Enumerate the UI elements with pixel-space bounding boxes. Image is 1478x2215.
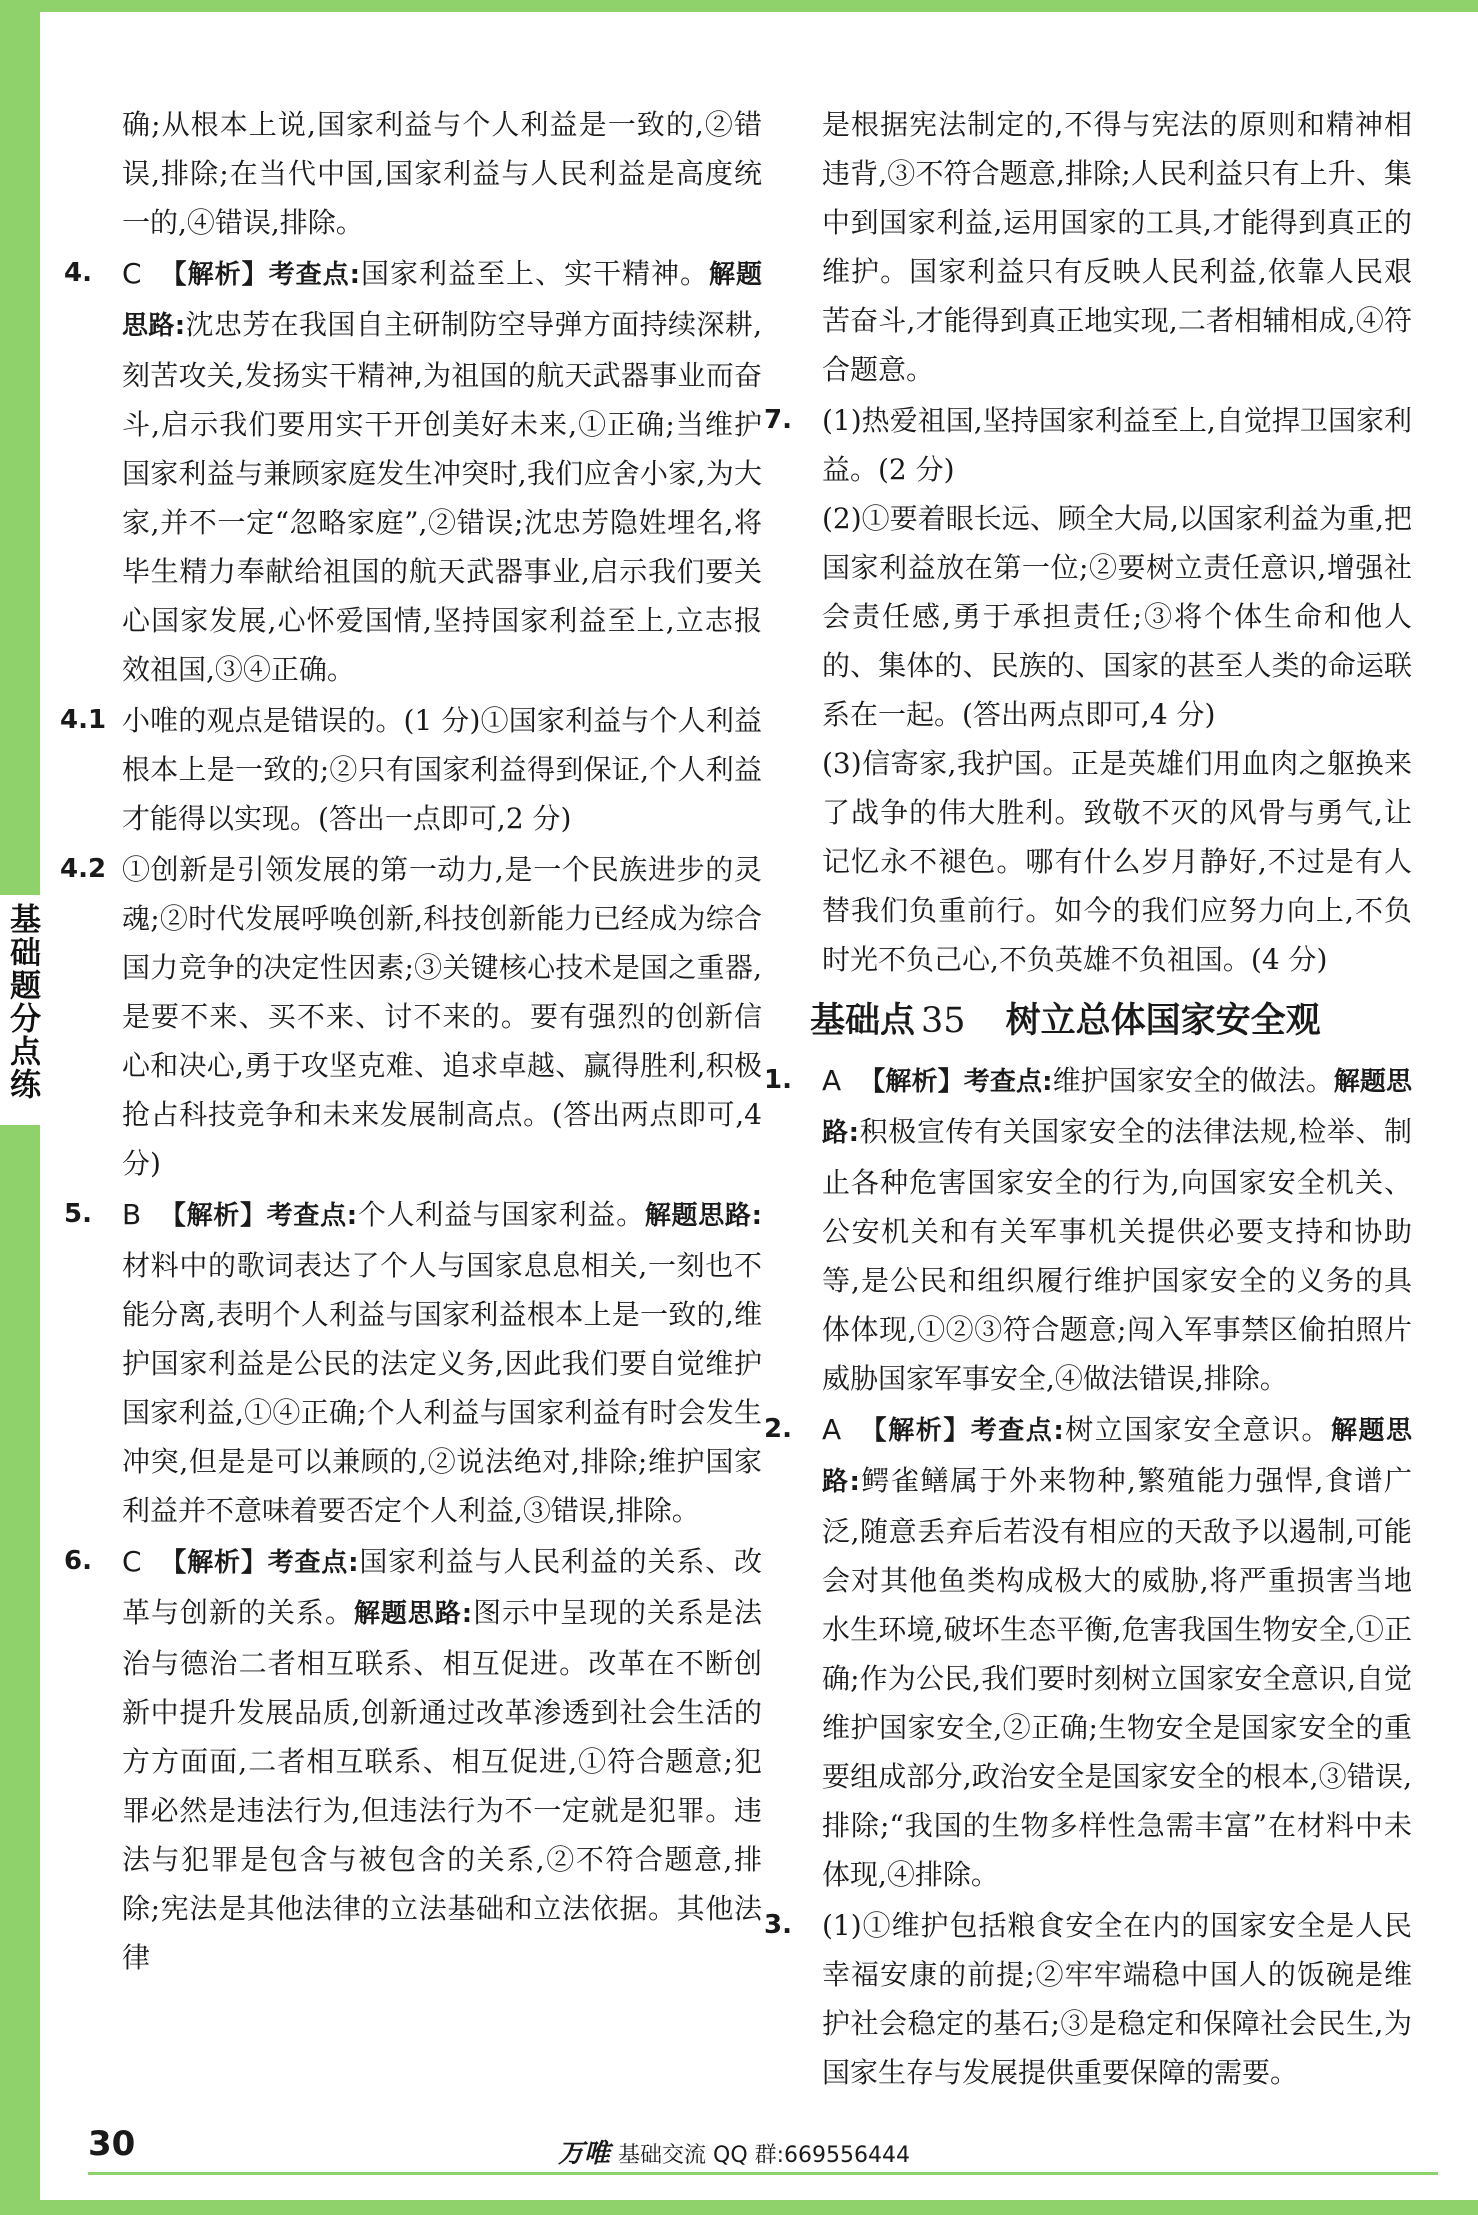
- answer-item-4: [64, 249, 762, 694]
- item-number: 1.: [764, 1065, 792, 1095]
- reasoning-text: 鳄雀鳝属于外来物种,繁殖能力强悍,食谱广泛,随意丢弃后若没有相应的天敌予以遏制,可能会对其他鱼类构成极大的威胁,将严重损害当地水生环境,破坏生态平衡,危害我国生物安全,①正确;作为公民,我们要时刻树立国家安全意识,自觉维护国家安全,②正确;生物安全是国家安全的重要组成部分,政治安全是国家安全的根本,③错误,排除;“我国的生物多样性急需丰富”在材料中未体现,④排除。: [822, 1464, 1412, 1891]
- item-text: (1)热爱祖国,坚持国家利益至上,自觉捍卫国家利益。(2 分): [822, 404, 1412, 486]
- item-body: [122, 1190, 762, 1535]
- bottom-divider: [88, 2172, 1438, 2175]
- item-number: 3.: [764, 1910, 792, 1940]
- reasoning-text: 积极宣传有关国家安全的法律法规,检举、制止各种危害国家安全的行为,向国家安全机关、公安机关和有关军事机关提供必要支持和协助等,是公民和组织履行维护国家安全的义务的具体体现,①②③符合题意;闯入军事禁区偷拍照片威胁国家军事安全,④做法错误,排除。: [822, 1115, 1413, 1395]
- reasoning-label: 解题思路:: [644, 1201, 762, 1231]
- reasoning-label: 解题思路:: [122, 260, 762, 341]
- item-text: 小唯的观点是错误的。(1 分)①国家利益与个人利益根本上是一致的;②只有国家利益得到保证,个人利益才能得以实现。(答出一点即可,2 分): [122, 704, 762, 835]
- answer-item-6: [64, 1537, 762, 1982]
- analysis-label: 【解析】考查点:: [859, 1067, 1053, 1097]
- list-item: [822, 100, 1412, 394]
- item-text: 确;从根本上说,国家利益与个人利益是一致的,②错误,排除;在当代中国,国家利益与人民利益是高度统一的,④错误,排除。: [122, 108, 762, 239]
- answer-item-1: [764, 1056, 1413, 1403]
- side-tab-label: 基础题分点练: [4, 903, 40, 1101]
- answer-letter: B: [122, 1198, 142, 1231]
- reasoning-text: 材料中的歌词表达了个人与国家息息相关,一刻也不能分离,表明个人利益与国家利益根本上是一致的,维护国家利益是公民的法定义务,因此我们要自觉维护国家利益,①④正确;个人利益与国家利益有时会发生冲突,但是是可以兼顾的,②说法绝对,排除;维护国家利益并不意味着要否定个人利益,③错误,排除。: [122, 1249, 762, 1527]
- analysis-point: 国家利益与人民利益的关系、改革与创新的关系。: [122, 1545, 762, 1629]
- reasoning-text: 沈忠芳在我国自主研制防空导弹方面持续深耕,刻苦攻关,发扬实干精神,为祖国的航天武器事业而奋斗,启示我们要用实干开创美好未来,①正确;当维护国家利益与兼顾家庭发生冲突时,我们应舍小家,为大家,并不一定“忽略家庭”,②错误;沈忠芳隐姓埋名,将毕生精力奉献给祖国的航天武器事业,启示我们要关心国家发展,心怀爱国情,坚持国家利益至上,立志报效祖国,③④正确。: [122, 308, 762, 686]
- item-body: [122, 249, 762, 694]
- page-number: 30: [88, 2124, 136, 2164]
- answer-letter: A: [822, 1064, 842, 1097]
- footer-text: 基础交流 QQ 群:669556444: [618, 2143, 911, 2168]
- list-item: [122, 100, 762, 247]
- analysis-point: 个人利益与国家利益。: [357, 1198, 645, 1231]
- answer-letter: C: [122, 1545, 142, 1578]
- analysis-label: 【解析】考查点:: [159, 1548, 359, 1578]
- answer-item-7: [764, 396, 1412, 984]
- item-text: 是根据宪法制定的,不得与宪法的原则和精神相违背,③不符合题意,排除;人民利益只有上升、集中到国家利益,运用国家的工具,才能得到真正的维护。国家利益只有反映人民利益,依靠人民艰苦奋斗,才能得到真正地实现,二者相辅相成,④符合题意。: [822, 108, 1412, 386]
- answer-item-5: [64, 1190, 762, 1535]
- section-number: 35: [921, 1001, 966, 1041]
- item-number: 6.: [64, 1546, 92, 1576]
- section-heading: 树立总体国家安全观: [1005, 1001, 1321, 1041]
- item-body: [822, 1056, 1412, 1403]
- item-text: ①创新是引领发展的第一动力,是一个民族进步的灵魂;②时代发展呼唤创新,科技创新能力已经成为综合国力竞争的决定性因素;③关键核心技术是国之重器,是要不来、买不来、讨不来的。要有强烈的创新信心和决心,勇于攻坚克难、追求卓越、赢得胜利,积极抢占科技竞争和未来发展制高点。(答出两点即可,4 分): [122, 853, 762, 1180]
- reasoning-label: 解题思路:: [353, 1599, 473, 1629]
- item-number: 5.: [64, 1199, 92, 1229]
- answer-item-4-2: [60, 845, 762, 1188]
- item-text: (1)①维护包括粮食安全在内的国家安全是人民幸福安康的前提;②牢牢端稳中国人的饭碗是维护社会稳定的基石;③是稳定和保障社会民生,为国家生存与发展提供重要保障的需要。: [822, 1909, 1412, 2089]
- analysis-point: 维护国家安全的做法。: [1052, 1064, 1334, 1097]
- item-body: [122, 1537, 762, 1982]
- item-number: 4.1: [60, 705, 107, 735]
- answer-letter: A: [822, 1413, 842, 1446]
- analysis-label: 【解析】考查点:: [159, 260, 360, 290]
- left-column: [60, 100, 762, 1984]
- item-number: 4.: [64, 258, 92, 288]
- reasoning-label: 解题思路:: [822, 1067, 1412, 1148]
- section-prefix: 基础点: [810, 1001, 916, 1041]
- answer-item-4-1: [60, 696, 762, 843]
- brand-logo: 万唯: [558, 2139, 611, 2169]
- analysis-label: 【解析】考查点:: [859, 1416, 1064, 1446]
- answer-item-2: [764, 1405, 1412, 1899]
- analysis-label: 【解析】考查点:: [159, 1201, 358, 1231]
- item-number: 7.: [764, 405, 792, 435]
- reasoning-label: 解题思路:: [822, 1416, 1412, 1497]
- item-body: [822, 1405, 1412, 1899]
- item-number: 2.: [764, 1414, 792, 1444]
- item-subpart: (2)①要着眼长远、顾全大局,以国家利益为重,把国家利益放在第一位;②要树立责任意识,增强社会责任感,勇于承担责任;③将个体生命和他人的、集体的、民族的、国家的甚至人类的命运联系在一起。(答出两点即可,4 分): [822, 502, 1412, 731]
- analysis-point: 树立国家安全意识。: [1063, 1413, 1331, 1446]
- item-subpart: (3)信寄家,我护国。正是英雄们用血肉之躯换来了战争的伟大胜利。致敬不灭的风骨与勇气,让记忆永不褪色。哪有什么岁月静好,不过是有人替我们负重前行。如今的我们应努力向上,不负时光不负己心,不负英雄不负祖国。(4 分): [822, 747, 1412, 976]
- item-number: 4.2: [60, 854, 107, 884]
- side-tab: [0, 895, 40, 1125]
- analysis-point: 国家利益至上、实干精神。: [359, 257, 709, 290]
- footer: [558, 2133, 910, 2170]
- answer-item-3: [764, 1901, 1412, 2097]
- right-column: [764, 100, 1413, 2099]
- answer-letter: C: [122, 257, 142, 290]
- section-title: [810, 996, 1412, 1046]
- reasoning-text: 图示中呈现的关系是法治与德治二者相互联系、相互促进。改革在不断创新中提升发展品质,创新通过改革渗透到社会生活的方方面面,二者相互联系、相互促进,①符合题意;犯罪必然是违法行为,但违法行为不一定就是犯罪。违法与犯罪是包含与被包含的关系,②不符合题意,排除;宪法是其他法律的立法基础和立法依据。其他法律: [122, 1596, 762, 1974]
